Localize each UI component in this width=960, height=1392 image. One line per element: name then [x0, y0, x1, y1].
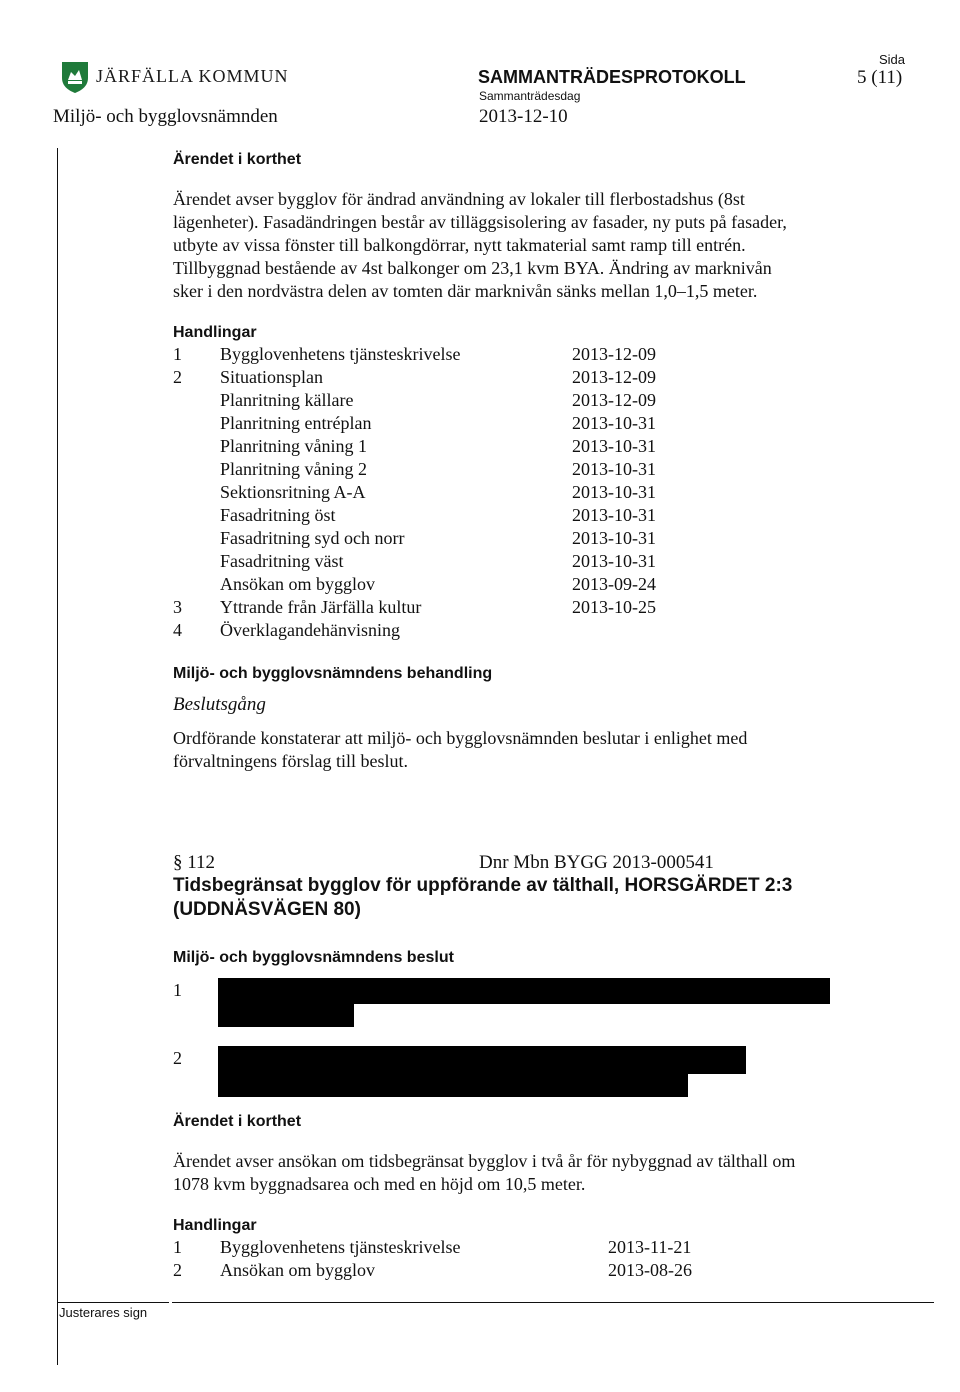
summary-paragraph — [173, 1150, 795, 1196]
document-title: SAMMANTRÄDESPROTOKOLL — [478, 67, 746, 87]
document-name: Situationsplan — [220, 367, 323, 387]
document-name: Överklagandehänvisning — [220, 620, 400, 640]
document-name: Planritning våning 2 — [220, 459, 367, 479]
redaction-bar — [218, 1074, 688, 1097]
meeting-date-label: Sammanträdesdag — [479, 89, 581, 103]
footer-rule — [172, 1302, 934, 1303]
procedure-paragraph — [173, 727, 747, 773]
document-name: Bygglovenhetens tjänsteskrivelse — [220, 1237, 461, 1257]
decision-item-number: 2 — [173, 1048, 182, 1068]
document-name: Fasadritning öst — [220, 505, 336, 525]
document-name: Planritning våning 1 — [220, 436, 367, 456]
document-name: Planritning entréplan — [220, 413, 372, 433]
margin-rule — [57, 148, 58, 1365]
summary-paragraph — [173, 188, 787, 303]
document-date: 2013-12-09 — [572, 344, 656, 364]
signature-rule — [57, 1302, 169, 1303]
document-date: 2013-10-31 — [572, 482, 656, 502]
municipality-name: JÄRFÄLLA KOMMUN — [96, 66, 289, 86]
document-number: 1 — [173, 1237, 182, 1257]
section-heading-summary: Ärendet i korthet — [173, 151, 302, 168]
document-date: 2013-10-31 — [572, 551, 656, 571]
redaction-bar — [218, 1046, 746, 1074]
summary-line: Ärendet avser bygglov för ändrad användning av lokaler till flerbostadshus (8st — [173, 189, 745, 209]
document-date: 2013-10-31 — [572, 436, 656, 456]
document-date: 2013-10-31 — [572, 528, 656, 548]
section-heading-decision: Miljö- och bygglovsnämndens beslut — [173, 949, 454, 966]
document-name: Sektionsritning A-A — [220, 482, 366, 502]
document-date: 2013-12-09 — [572, 367, 656, 387]
meeting-date: 2013-12-10 — [479, 106, 568, 127]
signature-label: Justerares sign — [59, 1305, 148, 1320]
summary-line: sker i den nordvästra delen av tomten där marknivån sänks mellan 1,0–1,5 meter. — [173, 281, 758, 301]
document-date: 2013-12-09 — [572, 390, 656, 410]
document-number: 4 — [173, 620, 182, 640]
document-name: Fasadritning väst — [220, 551, 344, 571]
case-number: Dnr Mbn BYGG 2013-000541 — [479, 852, 714, 873]
document-name: Yttrande från Järfälla kultur — [220, 597, 422, 617]
case-title-line: Tidsbegränsat bygglov för uppförande av tälthall, HORSGÄRDET 2:3 — [173, 875, 793, 896]
page-label: Sida — [879, 52, 906, 67]
document-name: Planritning källare — [220, 390, 354, 410]
procedure-line: förvaltningens förslag till beslut. — [173, 751, 408, 771]
document-date: 2013-11-21 — [608, 1237, 692, 1257]
summary-line: utbyte av vissa fönster till balkongdörrar, nytt takmaterial samt ramp till entrén. — [173, 235, 746, 255]
section-heading-documents: Handlingar — [173, 1217, 257, 1234]
case-title-line: (UDDNÄSVÄGEN 80) — [173, 899, 361, 920]
procedure-heading: Beslutsgång — [173, 694, 266, 715]
document-number: 2 — [173, 367, 182, 387]
paragraph-number: § 112 — [173, 852, 216, 873]
summary-line: Ärendet avser ansökan om tidsbegränsat bygglov i två år för nybyggnad av tälthall om — [173, 1151, 796, 1171]
redaction-bar — [218, 978, 830, 1004]
section-heading-treatment: Miljö- och bygglovsnämndens behandling — [173, 665, 493, 682]
document-name: Ansökan om bygglov — [220, 1260, 375, 1280]
document-number: 3 — [173, 597, 182, 617]
document-date: 2013-08-26 — [608, 1260, 692, 1280]
document-date: 2013-09-24 — [572, 574, 656, 594]
document-name: Fasadritning syd och norr — [220, 528, 405, 548]
section-heading-summary: Ärendet i korthet — [173, 1113, 302, 1130]
section-heading-documents: Handlingar — [173, 324, 257, 341]
document-name: Ansökan om bygglov — [220, 574, 375, 594]
redaction-bar — [218, 1004, 354, 1027]
summary-line: 1078 kvm byggnadsarea och med en höjd om 10,5 meter. — [173, 1174, 586, 1194]
document-name: Bygglovenhetens tjänsteskrivelse — [220, 344, 461, 364]
summary-line: Tillbyggnad bestående av 4st balkonger om 23,1 kvm BYA. Ändring av marknivån — [173, 258, 772, 278]
crest-icon — [60, 60, 90, 94]
document-date: 2013-10-31 — [572, 459, 656, 479]
document-date: 2013-10-31 — [572, 505, 656, 525]
document-date: 2013-10-31 — [572, 413, 656, 433]
decision-item-number: 1 — [173, 980, 182, 1000]
case-title — [173, 874, 792, 922]
document-number: 2 — [173, 1260, 182, 1280]
summary-line: lägenheter). Fasadändringen består av tilläggsisolering av fasader, ny puts på fasader, — [173, 212, 787, 232]
procedure-line: Ordförande konstaterar att miljö- och bygglovsnämnden beslutar i enlighet med — [173, 728, 748, 748]
page-number: 5 (11) — [857, 67, 903, 88]
document-date: 2013-10-25 — [572, 597, 656, 617]
committee-name: Miljö- och bygglovsnämnden — [53, 106, 278, 127]
document-number: 1 — [173, 344, 182, 364]
